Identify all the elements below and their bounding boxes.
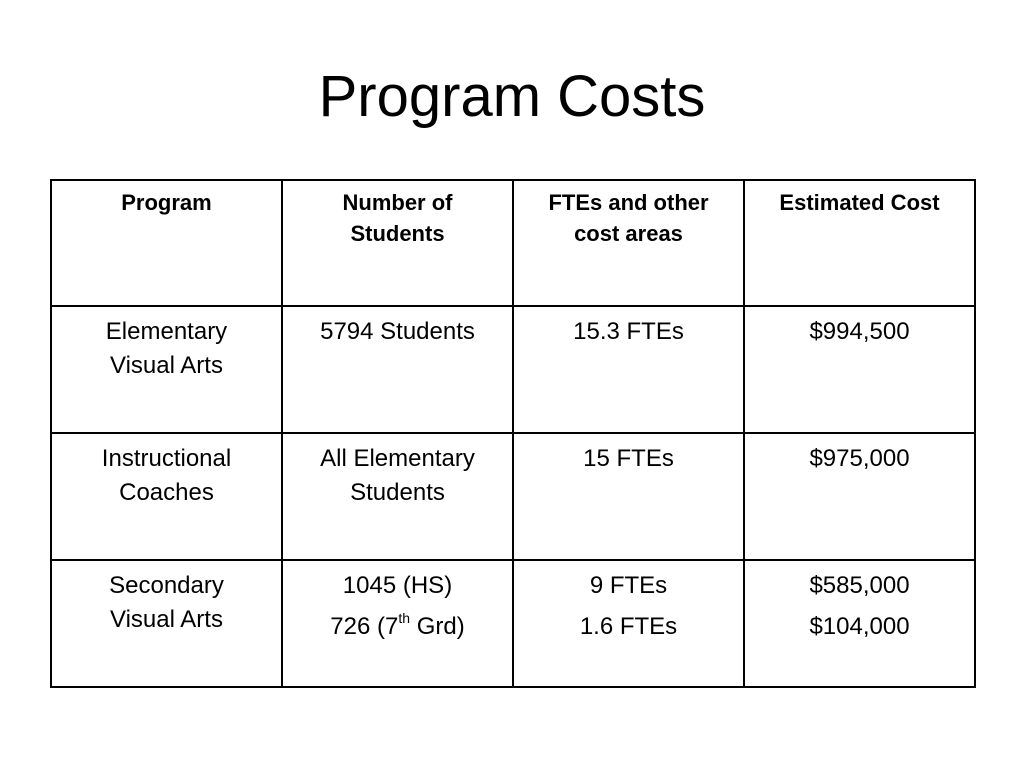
ordinal-suffix: th — [398, 610, 411, 626]
program-line: Visual Arts — [110, 352, 223, 379]
table-row — [51, 433, 975, 560]
ftes-value: 1.6 FTEs — [579, 613, 678, 640]
program-line: Coaches — [119, 479, 214, 506]
header-ftes-line2: cost areas — [574, 221, 683, 246]
ftes-value: 9 FTEs — [589, 572, 668, 599]
header-cost-label: Estimated Cost — [779, 190, 940, 215]
cell-students — [282, 433, 513, 560]
header-students-line2: Students — [350, 221, 445, 246]
header-number-of-students — [282, 180, 513, 306]
cell-ftes — [513, 306, 744, 433]
table-row — [51, 560, 975, 687]
students-value: 5794 Students — [320, 318, 475, 345]
cell-ftes — [513, 433, 744, 560]
students-value-hs: 1045 (HS) — [342, 572, 453, 599]
program-line: Elementary — [105, 318, 228, 345]
cell-program — [51, 560, 282, 687]
students-7th-post: Grd) — [410, 613, 465, 640]
ftes-value: 15.3 FTEs — [573, 318, 684, 345]
cell-program — [51, 433, 282, 560]
header-estimated-cost — [744, 180, 975, 306]
header-students-line1: Number of — [342, 190, 453, 215]
cell-cost — [744, 560, 975, 687]
program-line: Instructional — [101, 445, 232, 472]
students-value-7th-grade — [283, 610, 512, 644]
cost-value: $994,500 — [809, 318, 910, 345]
students-line: Students — [350, 479, 445, 506]
ftes-value: 15 FTEs — [583, 445, 674, 472]
header-program — [51, 180, 282, 306]
header-ftes-line1: FTEs and other — [548, 190, 709, 215]
cell-cost — [744, 306, 975, 433]
table-header-row — [51, 180, 975, 306]
program-line: Secondary — [109, 572, 224, 599]
header-program-label: Program — [121, 190, 212, 215]
students-line: All Elementary — [320, 445, 475, 472]
cost-value: $975,000 — [809, 445, 910, 472]
students-7th-pre: 726 (7 — [330, 613, 399, 640]
cell-students — [282, 560, 513, 687]
header-ftes — [513, 180, 744, 306]
cell-students — [282, 306, 513, 433]
table-row — [51, 306, 975, 433]
cell-ftes — [513, 560, 744, 687]
cost-value: $585,000 — [809, 572, 910, 599]
program-costs-table — [50, 179, 976, 688]
cost-value: $104,000 — [809, 613, 910, 640]
program-line: Visual Arts — [110, 606, 223, 633]
cell-program — [51, 306, 282, 433]
cell-cost — [744, 433, 975, 560]
slide-title: Program Costs — [318, 64, 706, 129]
